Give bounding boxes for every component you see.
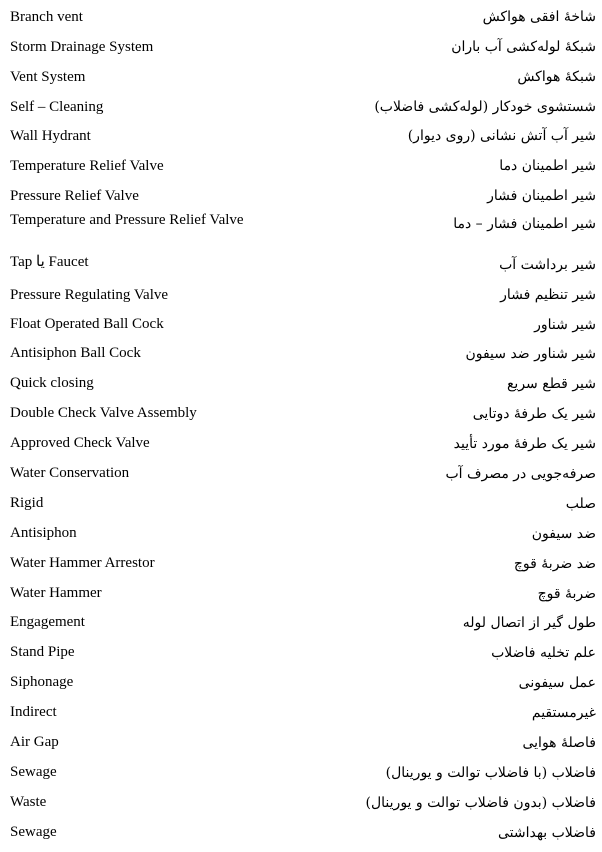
glossary-row: [0, 95, 602, 125]
glossary-row: [0, 582, 602, 612]
persian-term: شیر شناور ضد سیفون: [465, 346, 596, 362]
english-term: Double Check Valve Assembly: [10, 405, 197, 421]
english-term: Pressure Regulating Valve: [10, 287, 169, 303]
persian-term: شیر شناور: [534, 317, 596, 333]
persian-term: شاخهٔ افقی هواکش: [482, 9, 596, 25]
glossary-row: [0, 761, 602, 791]
english-term: Water Conservation: [10, 465, 130, 481]
english-term: Sewage: [10, 824, 57, 840]
persian-term: شیر تنظیم فشار: [500, 287, 596, 303]
glossary-row: [0, 124, 602, 154]
persian-term: صلب: [565, 496, 596, 512]
english-term: Temperature and Pressure Relief Valve: [10, 212, 244, 228]
persian-term: غیرمستقیم: [531, 705, 596, 721]
persian-term: ضد سیفون: [531, 526, 596, 542]
persian-term: فاصلهٔ هوایی: [522, 735, 596, 751]
persian-term: شبکهٔ لوله‌کشی آب باران: [451, 39, 596, 55]
persian-term: طول گیر از اتصال لوله: [462, 615, 596, 631]
persian-term: فاضلاب (بدون فاضلاب توالت و یورینال): [365, 795, 596, 811]
english-term: Pressure Relief Valve: [10, 188, 139, 204]
glossary-row: [0, 5, 602, 35]
english-term: Vent System: [10, 69, 86, 85]
persian-term: ضد ضربهٔ قوچ: [513, 556, 596, 572]
english-term: Waste: [10, 794, 47, 810]
english-term: Sewage: [10, 764, 57, 780]
persian-term: شیر اطمینان فشار: [487, 188, 596, 204]
glossary-row: [0, 342, 602, 372]
english-term: Indirect: [10, 704, 57, 720]
glossary-row: [0, 791, 602, 821]
persian-term: علم تخلیه فاضلاب: [491, 645, 596, 661]
glossary-row: [0, 671, 602, 701]
glossary-row: [0, 372, 602, 402]
english-term: Tap یا Faucet: [10, 254, 89, 270]
glossary-row: [0, 522, 602, 552]
english-term: Float Operated Ball Cock: [10, 316, 164, 332]
glossary-row: [0, 641, 602, 671]
persian-term: فاضلاب بهداشتی: [497, 825, 596, 841]
persian-term: شستشوی خودکار (لوله‌کشی فاضلاب): [374, 99, 596, 115]
glossary-row: [0, 492, 602, 522]
persian-term: شیر قطع سریع: [506, 376, 596, 392]
persian-term: شیر اطمینان دما: [499, 158, 596, 174]
english-term: Self – Cleaning: [10, 99, 104, 115]
english-term: Rigid: [10, 495, 44, 511]
english-term: Antisiphon: [10, 525, 77, 541]
glossary-row: [0, 402, 602, 432]
glossary-row: [0, 35, 602, 65]
english-term: Storm Drainage System: [10, 39, 154, 55]
glossary-row: [0, 313, 602, 343]
glossary-row: [0, 209, 602, 249]
glossary-row: [0, 432, 602, 462]
persian-term: عمل سیفونی: [518, 675, 596, 691]
english-term: Branch vent: [10, 9, 83, 25]
english-term: Approved Check Valve: [10, 435, 150, 451]
persian-term: شیر اطمینان فشار – دما: [453, 216, 596, 232]
glossary-row: [0, 154, 602, 184]
english-term: Quick closing: [10, 375, 94, 391]
persian-term: فاضلاب (با فاضلاب توالت و یورینال): [385, 765, 596, 781]
persian-term: شیر یک طرفهٔ دوتایی: [472, 406, 596, 422]
glossary-row: [0, 253, 602, 283]
glossary-row: [0, 65, 602, 95]
persian-term: شیر برداشت آب: [499, 257, 596, 273]
persian-term: ضربهٔ قوچ: [537, 586, 596, 602]
english-term: Air Gap: [10, 734, 59, 750]
persian-term: شیر آب آتش نشانی (روی دیوار): [407, 128, 596, 144]
english-term: Wall Hydrant: [10, 128, 91, 144]
glossary-row: [0, 552, 602, 582]
english-term: Temperature Relief Valve: [10, 158, 164, 174]
glossary-row: [0, 821, 602, 851]
glossary-row: [0, 611, 602, 641]
english-term: Antisiphon Ball Cock: [10, 345, 141, 361]
english-term: Water Hammer: [10, 585, 102, 601]
english-term: Stand Pipe: [10, 644, 75, 660]
english-term: Water Hammer Arrestor: [10, 555, 155, 571]
english-term: Engagement: [10, 614, 85, 630]
persian-term: شبکهٔ هواکش: [517, 69, 596, 85]
persian-term: شیر یک طرفهٔ مورد تأیید: [453, 436, 596, 452]
glossary-row: [0, 283, 602, 313]
glossary-row: [0, 462, 602, 492]
english-term: Siphonage: [10, 674, 74, 690]
glossary-row: [0, 701, 602, 731]
persian-term: صرفه‌جویی در مصرف آب: [445, 466, 596, 482]
glossary-row: [0, 731, 602, 761]
